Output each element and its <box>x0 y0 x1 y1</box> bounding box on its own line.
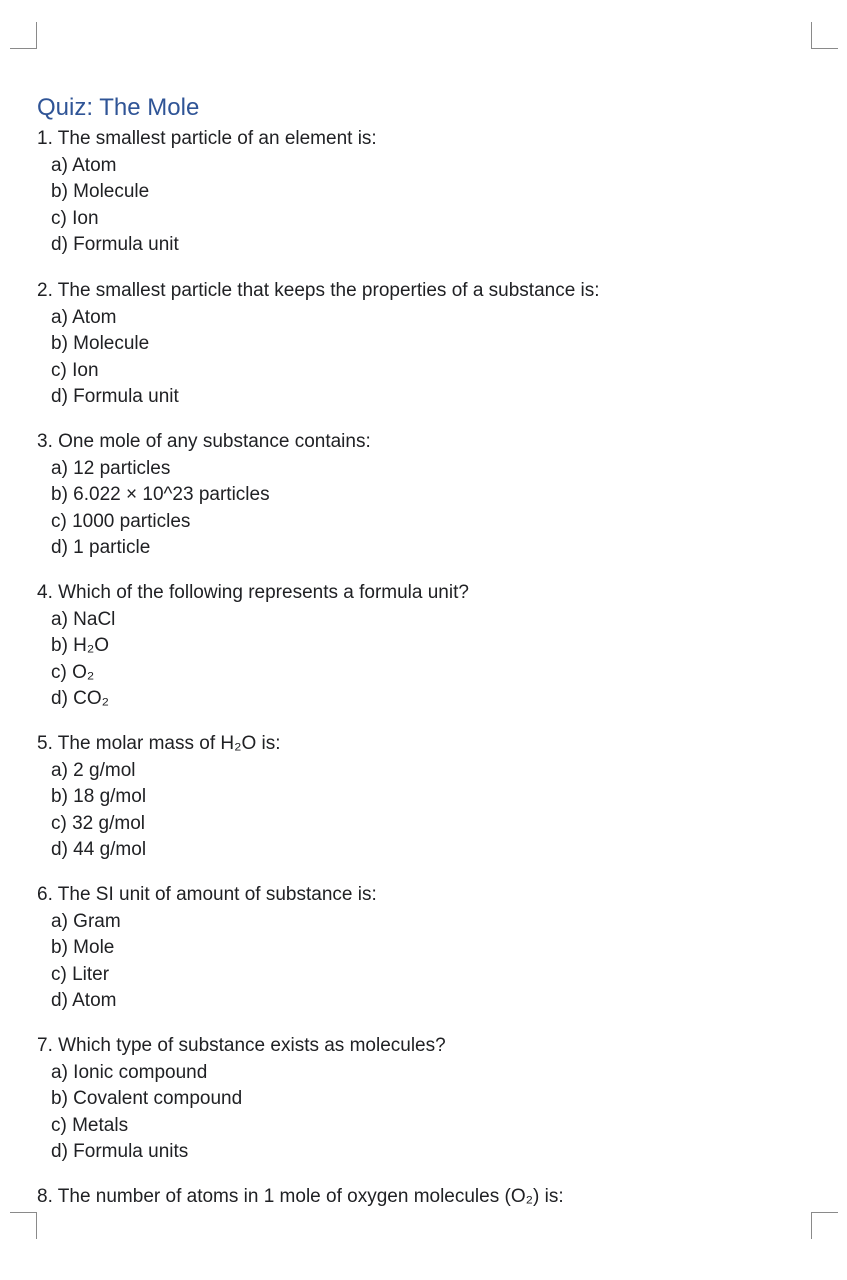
question-7 <box>37 1033 817 1166</box>
option-a: a) 2 g/mol <box>51 759 136 781</box>
option-b: b) Mole <box>51 937 115 959</box>
option-b: b) Covalent compound <box>51 1088 243 1110</box>
quiz-title: Quiz: The Mole <box>37 94 200 121</box>
option-b: b) Molecule <box>51 333 150 355</box>
option-d: d) 44 g/mol <box>51 839 147 861</box>
option-d: d) CO₂ <box>51 688 110 710</box>
question-text: 1. The smallest particle of an element is: <box>37 128 377 149</box>
option-c: c) Metals <box>51 1114 129 1136</box>
question-4 <box>37 580 817 713</box>
option-b: b) Molecule <box>51 181 150 203</box>
crop-mark-bottom-right <box>811 1212 838 1239</box>
option-list <box>37 456 817 562</box>
question-1 <box>37 126 817 259</box>
option-d: d) Formula unit <box>51 386 179 408</box>
question-text: 3. One mole of any substance contains: <box>37 431 371 452</box>
option-list <box>37 607 817 713</box>
question-text: 4. Which of the following represents a formula unit? <box>37 582 469 603</box>
option-c: c) Ion <box>51 359 99 381</box>
question-text: 5. The molar mass of H₂O is: <box>37 733 281 754</box>
question-text: 2. The smallest particle that keeps the properties of a substance is: <box>37 280 600 301</box>
option-list <box>37 758 817 864</box>
option-d: d) Atom <box>51 990 117 1012</box>
option-b: b) 6.022 × 10^23 particles <box>51 484 270 506</box>
option-list <box>37 153 817 259</box>
question-8 <box>37 1184 817 1211</box>
option-c: c) Ion <box>51 207 99 229</box>
question-text: 7. Which type of substance exists as molecules? <box>37 1035 446 1056</box>
question-text: 8. The number of atoms in 1 mole of oxygen molecules (O₂) is: <box>37 1186 564 1207</box>
crop-mark-top-left <box>10 22 37 49</box>
option-a: a) 12 particles <box>51 457 171 479</box>
option-a: a) Atom <box>51 306 117 328</box>
question-5 <box>37 731 817 864</box>
option-b: b) H₂O <box>51 635 110 657</box>
option-c: c) O₂ <box>51 661 95 683</box>
option-list <box>37 1060 817 1166</box>
question-text: 6. The SI unit of amount of substance is: <box>37 884 377 905</box>
question-2 <box>37 278 817 411</box>
question-6 <box>37 882 817 1015</box>
option-c: c) Liter <box>51 963 110 985</box>
option-b: b) 18 g/mol <box>51 786 147 808</box>
option-d: d) Formula unit <box>51 234 179 256</box>
crop-mark-bottom-left <box>10 1212 37 1239</box>
option-d: d) 1 particle <box>51 537 151 559</box>
option-a: a) Atom <box>51 154 117 176</box>
question-3 <box>37 429 817 562</box>
option-c: c) 1000 particles <box>51 510 191 532</box>
option-list <box>37 305 817 411</box>
option-a: a) NaCl <box>51 608 116 630</box>
option-c: c) 32 g/mol <box>51 812 145 834</box>
option-d: d) Formula units <box>51 1141 189 1163</box>
crop-mark-top-right <box>811 22 838 49</box>
option-a: a) Gram <box>51 910 121 932</box>
option-a: a) Ionic compound <box>51 1061 208 1083</box>
option-list <box>37 909 817 1015</box>
